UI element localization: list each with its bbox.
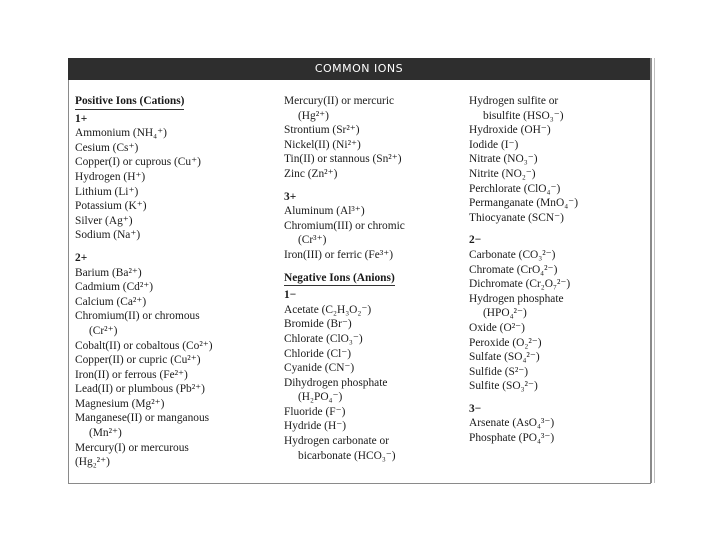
- spacer: [469, 394, 578, 402]
- ion-entry: Perchlorate (ClO₄⁻): [469, 182, 561, 195]
- ion-entry: Cadmium (Cd²⁺): [75, 281, 154, 294]
- ion-entry: Sulfite (SO₃²⁻): [469, 380, 538, 393]
- spacer: [284, 263, 405, 271]
- spacer: [469, 225, 578, 233]
- ion-entry: Sulfide (S²⁻): [469, 365, 529, 378]
- ion-entry: Peroxide (O₂²⁻): [469, 336, 542, 349]
- ion-entry: Nickel(II) (Ni²⁺): [284, 138, 361, 151]
- ion-entry: Cesium (Cs⁺): [75, 141, 139, 154]
- list-1minus-continued: [469, 94, 578, 225]
- group-heading-3minus: 3−: [469, 402, 482, 415]
- ion-entry: Tin(II) or stannous (Sn²⁺): [284, 153, 402, 166]
- list-1minus: [284, 303, 405, 464]
- ion-entry: Cyanide (CN⁻): [284, 362, 355, 375]
- section-title-cations: Positive Ions (Cations): [75, 94, 184, 110]
- ion-entry: (HPO₄²⁻): [483, 307, 527, 320]
- group-heading-1minus: 1−: [284, 289, 297, 302]
- ion-entry: Permanganate (MnO₄⁻): [469, 197, 578, 210]
- group-heading-2minus: 2−: [469, 234, 482, 247]
- ion-entry: Magnesium (Mg²⁺): [75, 397, 165, 410]
- ion-entry: Sodium (Na⁺): [75, 229, 141, 242]
- list-2plus-continued: [284, 94, 405, 182]
- group-heading-3plus: 3+: [284, 190, 297, 203]
- ion-entry: Barium (Ba²⁺): [75, 266, 142, 279]
- ion-entry: Hydride (H⁻): [284, 420, 346, 433]
- list-1plus: [75, 126, 213, 243]
- ion-entry: Sulfate (SO₄²⁻): [469, 351, 540, 364]
- list-2minus: [469, 248, 578, 394]
- ion-entry: Chloride (Cl⁻): [284, 347, 352, 360]
- ion-entry: (H₂PO₄⁻): [298, 391, 343, 404]
- ion-entry: (Hg₂²⁺): [75, 456, 110, 469]
- ion-entry: Zinc (Zn²⁺): [284, 167, 338, 180]
- ion-entry: Acetate (C₂H₃O₂⁻): [284, 303, 372, 316]
- section-title-anions: Negative Ions (Anions): [284, 271, 395, 287]
- ion-entry: Copper(II) or cupric (Cu²⁺): [75, 354, 201, 367]
- table-frame-right-edge-light: [654, 58, 655, 483]
- table-frame-right-edge: [650, 58, 652, 483]
- ion-entry: Nitrite (NO₂⁻): [469, 167, 536, 180]
- ion-entry: Cobalt(II) or cobaltous (Co²⁺): [75, 339, 213, 352]
- ion-entry: Chromate (CrO₄²⁻): [469, 263, 558, 276]
- spacer: [75, 243, 213, 251]
- ion-entry: Chromium(III) or chromic: [284, 219, 405, 232]
- ion-entry: Thiocyanate (SCN⁻): [469, 211, 564, 224]
- ion-entry: Hydrogen phosphate: [469, 292, 564, 305]
- spacer: [284, 182, 405, 190]
- ion-entry: Mercury(II) or mercuric: [284, 95, 395, 107]
- ion-entry: Hydrogen (H⁺): [75, 170, 146, 183]
- ion-entry: Carbonate (CO₃²⁻): [469, 248, 556, 261]
- ion-entry: Dichromate (Cr₂O₇²⁻): [469, 278, 571, 291]
- ion-entry: Iodide (I⁻): [469, 138, 519, 151]
- ion-entry: Nitrate (NO₃⁻): [469, 153, 538, 166]
- list-2plus: [75, 266, 213, 470]
- ion-entry: Lead(II) or plumbous (Pb²⁺): [75, 383, 205, 396]
- ion-entry: Fluoride (F⁻): [284, 405, 346, 418]
- group-heading-1plus: 1+: [75, 112, 88, 125]
- list-3plus: [284, 204, 405, 262]
- ion-entry: Hydrogen carbonate or: [284, 435, 390, 448]
- ion-entry: Chlorate (ClO₃⁻): [284, 332, 363, 345]
- ion-entry: bicarbonate (HCO₃⁻): [298, 449, 396, 462]
- column-anions-right: [469, 94, 578, 446]
- column-cations: [75, 94, 213, 470]
- ion-entry: Iron(II) or ferrous (Fe²⁺): [75, 368, 188, 381]
- ion-entry: Potassium (K⁺): [75, 200, 147, 213]
- ion-entry: (Mn²⁺): [89, 427, 122, 440]
- ion-entry: Phosphate (PO₄³⁻): [469, 432, 555, 445]
- ion-entry: (Cr³⁺): [298, 234, 327, 247]
- ion-entry: Aluminum (Al³⁺): [284, 205, 365, 218]
- ion-entry: Manganese(II) or manganous: [75, 412, 210, 425]
- ion-entry: (Cr²⁺): [89, 324, 118, 337]
- column-middle: [284, 94, 405, 463]
- list-3minus: [469, 416, 578, 445]
- ion-entry: Calcium (Ca²⁺): [75, 295, 147, 308]
- ion-entry: bisulfite (HSO₃⁻): [483, 109, 564, 122]
- ion-entry: Hydroxide (OH⁻): [469, 124, 551, 137]
- ion-entry: Ammonium (NH₄⁺): [75, 127, 167, 140]
- ion-entry: Hydrogen sulfite or: [469, 95, 559, 107]
- ion-entry: Bromide (Br⁻): [284, 318, 352, 331]
- group-heading-2plus: 2+: [75, 251, 88, 264]
- ion-entry: Strontium (Sr²⁺): [284, 124, 360, 137]
- ion-entry: Copper(I) or cuprous (Cu⁺): [75, 156, 201, 169]
- ion-entry: Silver (Ag⁺): [75, 214, 133, 227]
- table-header: [68, 58, 650, 80]
- ion-entry: Chromium(II) or chromous: [75, 310, 200, 323]
- table-title: COMMON IONS: [314, 62, 404, 75]
- ion-entry: Iron(III) or ferric (Fe³⁺): [284, 248, 394, 261]
- ion-entry: Mercury(I) or mercurous: [75, 441, 189, 454]
- ion-entry: (Hg²⁺): [298, 109, 329, 122]
- ion-entry: Dihydrogen phosphate: [284, 376, 388, 389]
- ion-entry: Oxide (O²⁻): [469, 321, 525, 334]
- ion-entry: Arsenate (AsO₄³⁻): [469, 417, 555, 430]
- ion-entry: Lithium (Li⁺): [75, 185, 139, 198]
